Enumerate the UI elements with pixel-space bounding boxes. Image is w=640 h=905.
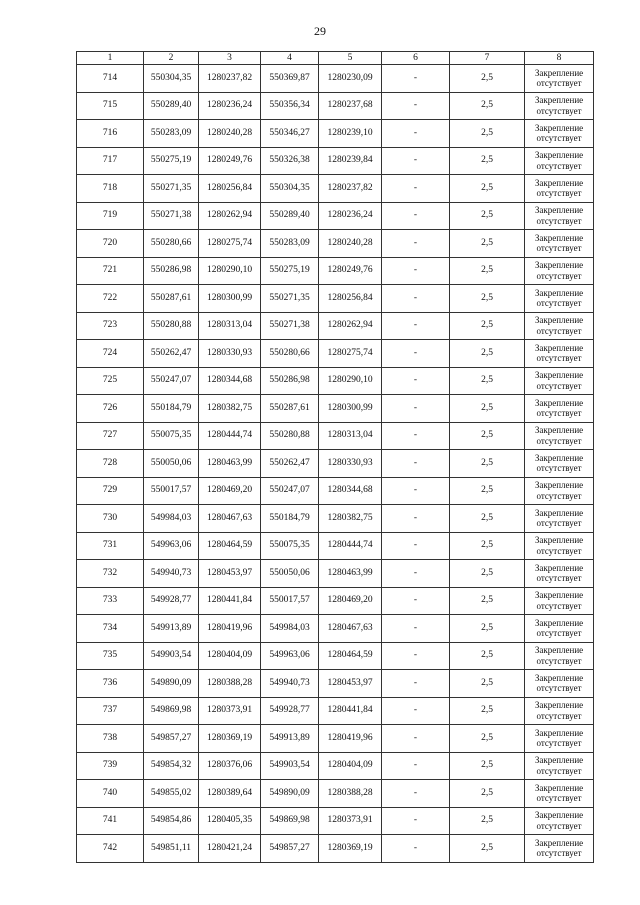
table-cell: 1280376,06 bbox=[199, 752, 261, 780]
table-cell: Закрепление отсутствует bbox=[525, 560, 594, 588]
table-cell: 550289,40 bbox=[144, 92, 199, 120]
table-cell: 550275,19 bbox=[261, 257, 319, 285]
table-cell: 1280419,96 bbox=[319, 725, 382, 753]
table-cell: 2,5 bbox=[450, 422, 525, 450]
table-cell: 549855,02 bbox=[144, 780, 199, 808]
table-cell: 727 bbox=[77, 422, 144, 450]
table-cell: 1280382,75 bbox=[199, 395, 261, 423]
table-cell: 550280,88 bbox=[261, 422, 319, 450]
table-cell: 549984,03 bbox=[261, 615, 319, 643]
table-cell: 550280,88 bbox=[144, 312, 199, 340]
table-row bbox=[77, 560, 594, 588]
table-cell: 550184,79 bbox=[144, 395, 199, 423]
table-cell: 1280249,76 bbox=[199, 147, 261, 175]
table-cell: 549857,27 bbox=[144, 725, 199, 753]
table-cell: 734 bbox=[77, 615, 144, 643]
table-cell: 2,5 bbox=[450, 560, 525, 588]
table-cell: 724 bbox=[77, 340, 144, 368]
table-cell: 549940,73 bbox=[144, 560, 199, 588]
table-cell: 549903,54 bbox=[144, 642, 199, 670]
table-cell: Закрепление отсутствует bbox=[525, 202, 594, 230]
table-cell: 1280249,76 bbox=[319, 257, 382, 285]
table-cell: 1280444,74 bbox=[199, 422, 261, 450]
table-cell: 550287,61 bbox=[261, 395, 319, 423]
table-row bbox=[77, 697, 594, 725]
table-cell: Закрепление отсутствует bbox=[525, 147, 594, 175]
table-cell: 1280344,68 bbox=[199, 367, 261, 395]
table-cell: - bbox=[382, 422, 450, 450]
table-cell: - bbox=[382, 257, 450, 285]
table-row bbox=[77, 450, 594, 478]
table-row bbox=[77, 202, 594, 230]
table-cell: 550050,06 bbox=[144, 450, 199, 478]
table-cell: 550283,09 bbox=[261, 230, 319, 258]
table-row bbox=[77, 312, 594, 340]
table-cell: Закрепление отсутствует bbox=[525, 367, 594, 395]
table-cell: - bbox=[382, 560, 450, 588]
table-cell: 1280262,94 bbox=[319, 312, 382, 340]
table-cell: Закрепление отсутствует bbox=[525, 230, 594, 258]
table-cell: Закрепление отсутствует bbox=[525, 807, 594, 835]
table-cell: Закрепление отсутствует bbox=[525, 725, 594, 753]
table-cell: 1280469,20 bbox=[199, 477, 261, 505]
table-body bbox=[77, 65, 594, 863]
table-row bbox=[77, 367, 594, 395]
table-cell: 1280373,91 bbox=[319, 807, 382, 835]
table-cell: 550280,66 bbox=[261, 340, 319, 368]
table-cell: - bbox=[382, 120, 450, 148]
table-row bbox=[77, 615, 594, 643]
table-cell: 1280404,09 bbox=[199, 642, 261, 670]
table-cell: 1280421,24 bbox=[199, 835, 261, 863]
column-header: 3 bbox=[199, 52, 261, 65]
table-cell: 2,5 bbox=[450, 807, 525, 835]
table-cell: - bbox=[382, 752, 450, 780]
table-cell: 549940,73 bbox=[261, 670, 319, 698]
table-cell: 1280239,84 bbox=[319, 147, 382, 175]
table-cell: - bbox=[382, 450, 450, 478]
table-cell: 550286,98 bbox=[261, 367, 319, 395]
table-cell: 1280237,68 bbox=[319, 92, 382, 120]
table-row bbox=[77, 285, 594, 313]
table-cell: Закрепление отсутствует bbox=[525, 752, 594, 780]
table-cell: 2,5 bbox=[450, 257, 525, 285]
table-cell: Закрепление отсутствует bbox=[525, 285, 594, 313]
table-cell: - bbox=[382, 230, 450, 258]
table-cell: 550271,35 bbox=[144, 175, 199, 203]
table-cell: - bbox=[382, 395, 450, 423]
table-cell: 549928,77 bbox=[261, 697, 319, 725]
table-cell: 1280236,24 bbox=[319, 202, 382, 230]
table-cell: 1280467,63 bbox=[319, 615, 382, 643]
table-cell: 2,5 bbox=[450, 477, 525, 505]
table-cell: 732 bbox=[77, 560, 144, 588]
table-cell: 2,5 bbox=[450, 285, 525, 313]
table-cell: 2,5 bbox=[450, 367, 525, 395]
table-cell: - bbox=[382, 477, 450, 505]
table-cell: 550247,07 bbox=[261, 477, 319, 505]
table-cell: 1280389,64 bbox=[199, 780, 261, 808]
table-cell: Закрепление отсутствует bbox=[525, 395, 594, 423]
table-row bbox=[77, 257, 594, 285]
table-row bbox=[77, 147, 594, 175]
table-cell: Закрепление отсутствует bbox=[525, 450, 594, 478]
table-cell: 550262,47 bbox=[144, 340, 199, 368]
table-cell: - bbox=[382, 285, 450, 313]
table-cell: 550275,19 bbox=[144, 147, 199, 175]
table-cell: 719 bbox=[77, 202, 144, 230]
table-cell: 550289,40 bbox=[261, 202, 319, 230]
table-row bbox=[77, 395, 594, 423]
table-cell: 721 bbox=[77, 257, 144, 285]
table-cell: 549984,03 bbox=[144, 505, 199, 533]
table-cell: 2,5 bbox=[450, 92, 525, 120]
table-cell: 737 bbox=[77, 697, 144, 725]
table-cell: Закрепление отсутствует bbox=[525, 65, 594, 93]
table-row bbox=[77, 532, 594, 560]
table-cell: 1280463,99 bbox=[199, 450, 261, 478]
table-row bbox=[77, 65, 594, 93]
table-cell: 716 bbox=[77, 120, 144, 148]
table-cell: Закрепление отсутствует bbox=[525, 697, 594, 725]
table-row bbox=[77, 92, 594, 120]
table-cell: 549869,98 bbox=[261, 807, 319, 835]
table-cell: 1280467,63 bbox=[199, 505, 261, 533]
table-cell: 2,5 bbox=[450, 532, 525, 560]
table-cell: Закрепление отсутствует bbox=[525, 835, 594, 863]
table-cell: 2,5 bbox=[450, 340, 525, 368]
table-cell: 726 bbox=[77, 395, 144, 423]
table-cell: 2,5 bbox=[450, 697, 525, 725]
table-cell: - bbox=[382, 615, 450, 643]
table-cell: 1280373,91 bbox=[199, 697, 261, 725]
table-cell: 714 bbox=[77, 65, 144, 93]
table-cell: 550247,07 bbox=[144, 367, 199, 395]
table-cell: 550184,79 bbox=[261, 505, 319, 533]
table-cell: 730 bbox=[77, 505, 144, 533]
table-cell: Закрепление отсутствует bbox=[525, 257, 594, 285]
table-cell: 2,5 bbox=[450, 505, 525, 533]
table-cell: 1280239,10 bbox=[319, 120, 382, 148]
table-cell: - bbox=[382, 202, 450, 230]
table-cell: - bbox=[382, 670, 450, 698]
table-cell: 549913,89 bbox=[144, 615, 199, 643]
table-cell: 1280256,84 bbox=[319, 285, 382, 313]
table-cell: Закрепление отсутствует bbox=[525, 532, 594, 560]
table-cell: 2,5 bbox=[450, 175, 525, 203]
table-cell: - bbox=[382, 725, 450, 753]
table-cell: 550271,38 bbox=[144, 202, 199, 230]
table-cell: 1280453,97 bbox=[199, 560, 261, 588]
table-cell: 2,5 bbox=[450, 230, 525, 258]
table-cell: 549869,98 bbox=[144, 697, 199, 725]
table-cell: 1280469,20 bbox=[319, 587, 382, 615]
table-cell: 733 bbox=[77, 587, 144, 615]
table-cell: 1280240,28 bbox=[199, 120, 261, 148]
table-cell: 550050,06 bbox=[261, 560, 319, 588]
table-cell: 1280344,68 bbox=[319, 477, 382, 505]
table-cell: 550262,47 bbox=[261, 450, 319, 478]
table-cell: 2,5 bbox=[450, 450, 525, 478]
table-cell: 550369,87 bbox=[261, 65, 319, 93]
table-cell: 717 bbox=[77, 147, 144, 175]
column-header: 4 bbox=[261, 52, 319, 65]
table-cell: - bbox=[382, 505, 450, 533]
table-cell: 1280441,84 bbox=[199, 587, 261, 615]
table-cell: 1280330,93 bbox=[199, 340, 261, 368]
table-cell: 718 bbox=[77, 175, 144, 203]
table-cell: 2,5 bbox=[450, 147, 525, 175]
table-cell: 741 bbox=[77, 807, 144, 835]
table-cell: 1280369,19 bbox=[199, 725, 261, 753]
table-row bbox=[77, 670, 594, 698]
table-cell: 2,5 bbox=[450, 120, 525, 148]
table-row bbox=[77, 422, 594, 450]
table-cell: 715 bbox=[77, 92, 144, 120]
table-cell: Закрепление отсутствует bbox=[525, 587, 594, 615]
table-cell: 1280256,84 bbox=[199, 175, 261, 203]
table-cell: Закрепление отсутствует bbox=[525, 780, 594, 808]
table-cell: 1280464,59 bbox=[199, 532, 261, 560]
table-cell: Закрепление отсутствует bbox=[525, 670, 594, 698]
column-header: 1 bbox=[77, 52, 144, 65]
table-cell: 2,5 bbox=[450, 65, 525, 93]
table-cell: 1280275,74 bbox=[319, 340, 382, 368]
table-cell: 1280404,09 bbox=[319, 752, 382, 780]
table-cell: 731 bbox=[77, 532, 144, 560]
table-cell: Закрепление отсутствует bbox=[525, 92, 594, 120]
table-cell: Закрепление отсутствует bbox=[525, 340, 594, 368]
table-cell: 2,5 bbox=[450, 835, 525, 863]
table-row bbox=[77, 642, 594, 670]
table-cell: 723 bbox=[77, 312, 144, 340]
table-cell: 550075,35 bbox=[144, 422, 199, 450]
table-cell: 1280240,28 bbox=[319, 230, 382, 258]
table-cell: 1280313,04 bbox=[319, 422, 382, 450]
table-cell: 1280419,96 bbox=[199, 615, 261, 643]
table-row bbox=[77, 120, 594, 148]
table-row bbox=[77, 230, 594, 258]
table-cell: 550326,38 bbox=[261, 147, 319, 175]
table-cell: 550287,61 bbox=[144, 285, 199, 313]
table-cell: 1280236,24 bbox=[199, 92, 261, 120]
table-cell: Закрепление отсутствует bbox=[525, 422, 594, 450]
table-cell: Закрепление отсутствует bbox=[525, 505, 594, 533]
table-cell: 549928,77 bbox=[144, 587, 199, 615]
table-cell: - bbox=[382, 642, 450, 670]
table-cell: 550280,66 bbox=[144, 230, 199, 258]
table-cell: 550356,34 bbox=[261, 92, 319, 120]
table-row bbox=[77, 780, 594, 808]
table-cell: 549890,09 bbox=[144, 670, 199, 698]
table-row bbox=[77, 340, 594, 368]
table-cell: 549854,32 bbox=[144, 752, 199, 780]
table-cell: 1280382,75 bbox=[319, 505, 382, 533]
table-cell: - bbox=[382, 780, 450, 808]
table-cell: - bbox=[382, 175, 450, 203]
table-cell: 728 bbox=[77, 450, 144, 478]
table-cell: - bbox=[382, 697, 450, 725]
table-cell: - bbox=[382, 807, 450, 835]
table-row bbox=[77, 175, 594, 203]
table-cell: 2,5 bbox=[450, 615, 525, 643]
table-cell: 550283,09 bbox=[144, 120, 199, 148]
table-cell: 1280262,94 bbox=[199, 202, 261, 230]
table-cell: 2,5 bbox=[450, 642, 525, 670]
column-header: 8 bbox=[525, 52, 594, 65]
table-cell: 720 bbox=[77, 230, 144, 258]
table-cell: 549851,11 bbox=[144, 835, 199, 863]
table-cell: 739 bbox=[77, 752, 144, 780]
table-cell: - bbox=[382, 147, 450, 175]
table-cell: 550286,98 bbox=[144, 257, 199, 285]
table-cell: 2,5 bbox=[450, 725, 525, 753]
table-cell: 1280237,82 bbox=[199, 65, 261, 93]
table-cell: 549903,54 bbox=[261, 752, 319, 780]
column-header: 7 bbox=[450, 52, 525, 65]
table-cell: 2,5 bbox=[450, 395, 525, 423]
table-cell: 1280290,10 bbox=[199, 257, 261, 285]
table-cell: - bbox=[382, 92, 450, 120]
table-cell: - bbox=[382, 65, 450, 93]
table-row bbox=[77, 835, 594, 863]
table-cell: 1280230,09 bbox=[319, 65, 382, 93]
table-cell: 1280313,04 bbox=[199, 312, 261, 340]
table-cell: - bbox=[382, 312, 450, 340]
table-cell: 2,5 bbox=[450, 202, 525, 230]
table-row bbox=[77, 477, 594, 505]
table-cell: 550304,35 bbox=[261, 175, 319, 203]
table-cell: 1280388,28 bbox=[199, 670, 261, 698]
column-header: 6 bbox=[382, 52, 450, 65]
table-row bbox=[77, 752, 594, 780]
table-cell: 550271,38 bbox=[261, 312, 319, 340]
table-cell: 738 bbox=[77, 725, 144, 753]
table-cell: Закрепление отсутствует bbox=[525, 120, 594, 148]
table-cell: 2,5 bbox=[450, 312, 525, 340]
table-cell: Закрепление отсутствует bbox=[525, 642, 594, 670]
table-cell: 549913,89 bbox=[261, 725, 319, 753]
table-cell: 1280275,74 bbox=[199, 230, 261, 258]
table-cell: 2,5 bbox=[450, 752, 525, 780]
column-header: 5 bbox=[319, 52, 382, 65]
table-cell: - bbox=[382, 835, 450, 863]
table-cell: Закрепление отсутствует bbox=[525, 312, 594, 340]
table-cell: 2,5 bbox=[450, 670, 525, 698]
page-number: 29 bbox=[314, 24, 326, 38]
table-cell: 1280405,35 bbox=[199, 807, 261, 835]
table-cell: 729 bbox=[77, 477, 144, 505]
table-cell: 549963,06 bbox=[261, 642, 319, 670]
table-cell: 550075,35 bbox=[261, 532, 319, 560]
table-cell: 722 bbox=[77, 285, 144, 313]
table-cell: 740 bbox=[77, 780, 144, 808]
table-cell: 1280290,10 bbox=[319, 367, 382, 395]
table-cell: Закрепление отсутствует bbox=[525, 615, 594, 643]
table-cell: 1280300,99 bbox=[199, 285, 261, 313]
table-cell: 1280463,99 bbox=[319, 560, 382, 588]
table-cell: 1280300,99 bbox=[319, 395, 382, 423]
table-row bbox=[77, 807, 594, 835]
table-cell: 549890,09 bbox=[261, 780, 319, 808]
table-cell: 550304,35 bbox=[144, 65, 199, 93]
table-cell: 2,5 bbox=[450, 780, 525, 808]
table-cell: Закрепление отсутствует bbox=[525, 477, 594, 505]
table-cell: 1280237,82 bbox=[319, 175, 382, 203]
table-cell: 1280388,28 bbox=[319, 780, 382, 808]
table-cell: 1280369,19 bbox=[319, 835, 382, 863]
table-cell: 550017,57 bbox=[261, 587, 319, 615]
table-cell: 1280441,84 bbox=[319, 697, 382, 725]
table-cell: - bbox=[382, 587, 450, 615]
coordinates-table bbox=[76, 51, 594, 863]
table-row bbox=[77, 587, 594, 615]
table-cell: 1280464,59 bbox=[319, 642, 382, 670]
table-cell: - bbox=[382, 532, 450, 560]
table-cell: 549857,27 bbox=[261, 835, 319, 863]
table-cell: 550017,57 bbox=[144, 477, 199, 505]
header-row bbox=[77, 52, 594, 65]
table-cell: 1280453,97 bbox=[319, 670, 382, 698]
table-cell: 1280330,93 bbox=[319, 450, 382, 478]
table-cell: 736 bbox=[77, 670, 144, 698]
table-cell: 735 bbox=[77, 642, 144, 670]
table-cell: 1280444,74 bbox=[319, 532, 382, 560]
table-cell: 549854,86 bbox=[144, 807, 199, 835]
table-cell: Закрепление отсутствует bbox=[525, 175, 594, 203]
table-cell: 549963,06 bbox=[144, 532, 199, 560]
table-cell: 550346,27 bbox=[261, 120, 319, 148]
table-cell: 550271,35 bbox=[261, 285, 319, 313]
table-cell: - bbox=[382, 367, 450, 395]
table-row bbox=[77, 505, 594, 533]
column-header: 2 bbox=[144, 52, 199, 65]
table-cell: 2,5 bbox=[450, 587, 525, 615]
table-cell: 742 bbox=[77, 835, 144, 863]
table-cell: - bbox=[382, 340, 450, 368]
table-row bbox=[77, 725, 594, 753]
table-cell: 725 bbox=[77, 367, 144, 395]
